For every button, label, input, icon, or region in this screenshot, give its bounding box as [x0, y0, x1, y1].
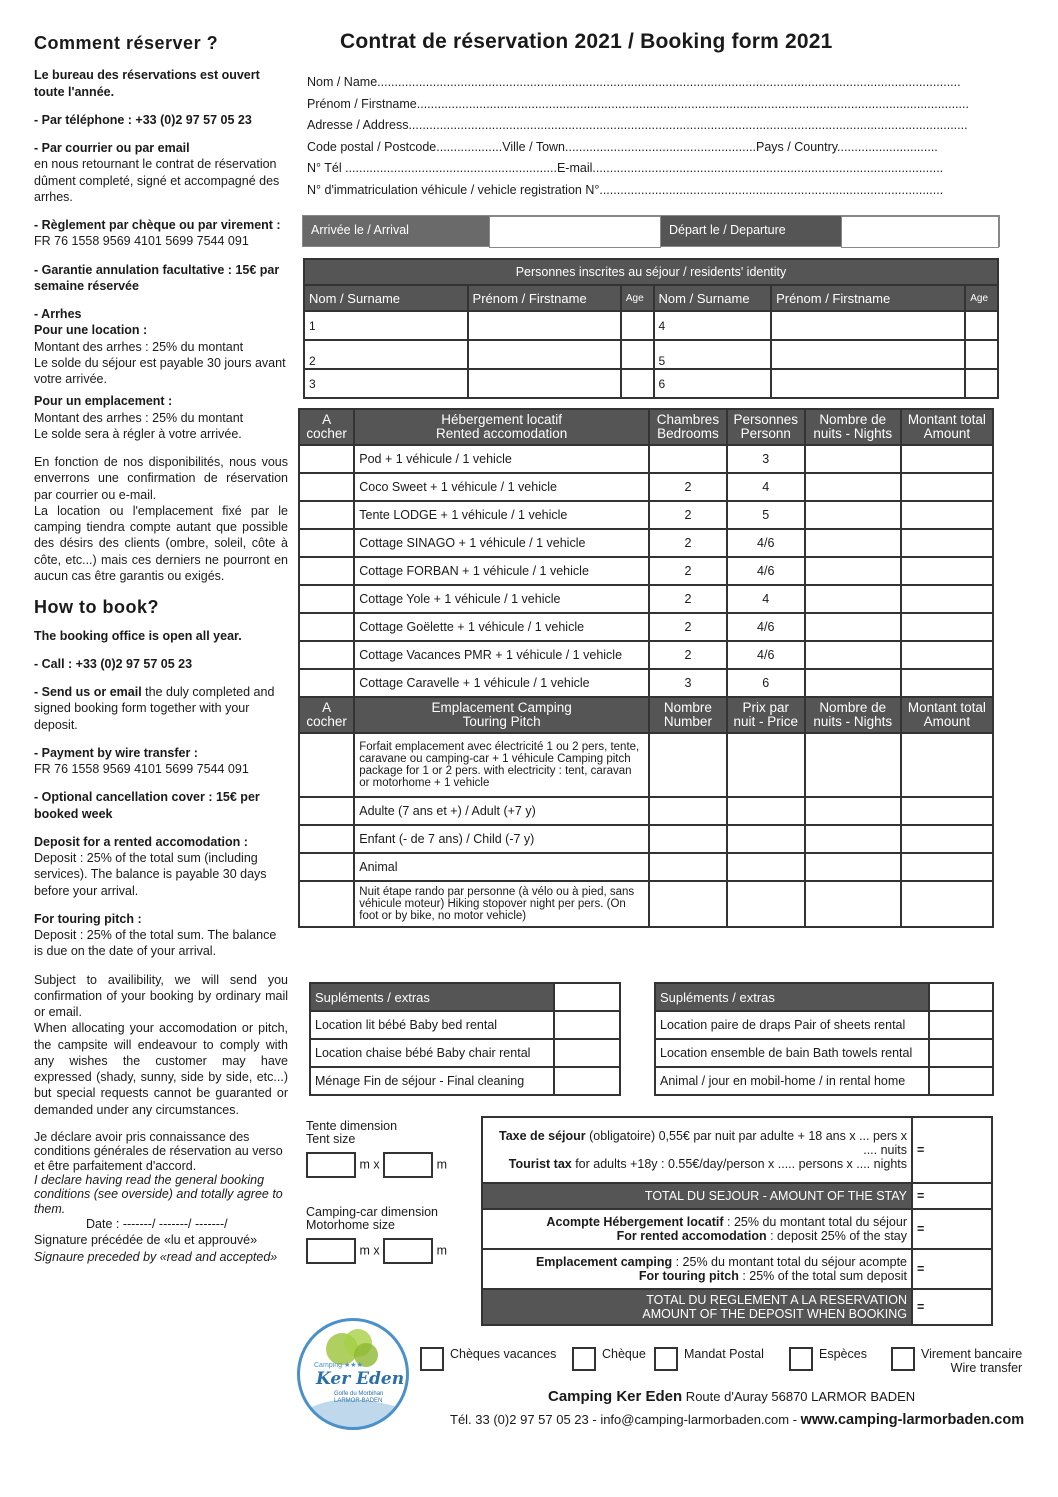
resident-num[interactable]: 5 — [654, 340, 772, 369]
number-cell[interactable] — [649, 825, 727, 853]
col-age-right: Age — [965, 285, 998, 311]
check-cell[interactable] — [299, 853, 354, 881]
checkbox[interactable] — [654, 1347, 678, 1371]
accom-label: Tente LODGE + 1 véhicule / 1 vehicle — [354, 501, 649, 529]
payment-label-en: Wire transfer — [950, 1361, 1023, 1375]
tax-en-bold: Tourist tax — [508, 1157, 572, 1171]
fr-cancel: - Garantie annulation facultative : 15€ par semaine réservée — [34, 262, 280, 293]
nights-cell[interactable] — [805, 613, 901, 641]
amount-cell[interactable] — [901, 585, 993, 613]
accom-label: Cottage Caravelle + 1 véhicule / 1 vehicle — [354, 669, 649, 697]
extra-qty[interactable] — [554, 1067, 620, 1095]
checkbox[interactable] — [572, 1347, 596, 1371]
fr-arrhes: - Arrhes — [34, 307, 82, 322]
acompte-en: : deposit 25% of the stay — [766, 1229, 907, 1243]
table-row — [299, 641, 993, 669]
identity-fields — [307, 72, 997, 201]
extra-label: Location chaise bébé Baby chair rental — [310, 1039, 554, 1067]
en-subject: Subject to availibility, we will send you confirmation of your booking by ordinary mail or email. — [34, 972, 288, 1020]
tax-en: for adults +18y : 0.55€/day/person x ..... persons x .... nights — [571, 1157, 907, 1171]
price-cell[interactable] — [727, 733, 805, 797]
check-cell[interactable] — [299, 825, 354, 853]
check-cell[interactable] — [299, 641, 354, 669]
payment-mandat-postal[interactable] — [654, 1347, 764, 1371]
pitch-label: Enfant (- de 7 ans) / Child (-7 y) — [354, 825, 649, 853]
pitch-label: Animal — [354, 853, 649, 881]
footer-address — [548, 1388, 915, 1405]
accom-label: Cottage SINAGO + 1 véhicule / 1 vehicle — [354, 529, 649, 557]
phone-email-field[interactable]: N° Tél .............................................................E-mail..................................................................................................... — [307, 161, 944, 175]
table-row — [299, 529, 993, 557]
bedrooms-cell: 2 — [649, 585, 727, 613]
postcode-town-country-field[interactable]: Code postal / Postcode...................Ville / Town.......................................................Pays / Country............................. — [307, 139, 938, 154]
logo-name: Ker Eden — [316, 1369, 405, 1389]
bedrooms-cell: 2 — [649, 473, 727, 501]
name-field[interactable]: Nom / Name........................................................................................................................................................................ — [307, 75, 961, 89]
signature-fr: Signature précédée de «lu et approuvé» — [34, 1233, 258, 1248]
nights-cell[interactable] — [805, 473, 901, 501]
total-stay-value[interactable]: = — [912, 1183, 992, 1209]
signature-en: Signaure preceded by «read and accepted» — [34, 1249, 278, 1264]
nights-cell[interactable] — [805, 669, 901, 697]
pitch-check-header: A cocher — [299, 697, 354, 733]
amount-cell[interactable] — [901, 881, 993, 927]
extras-left-table — [309, 982, 621, 1096]
footer-name: Camping Ker Eden — [548, 1388, 683, 1405]
extras-check[interactable] — [554, 983, 620, 1011]
number-cell[interactable] — [649, 881, 727, 927]
motorhome-label: Camping-car dimension — [306, 1205, 439, 1219]
nights-cell[interactable] — [805, 825, 901, 853]
total-stay-label: TOTAL DU SEJOUR - AMOUNT OF THE STAY — [482, 1183, 912, 1209]
tax-fr: (obligatoire) 0,55€ par nuit par adulte + 18 ans x ... pers x .... nuits — [585, 1129, 907, 1157]
table-row — [299, 445, 993, 473]
extra-qty[interactable] — [554, 1011, 620, 1039]
persons-cell: 5 — [727, 501, 805, 529]
pitch-fr: : 25% du montant total du séjour acompte — [672, 1255, 907, 1269]
arrival-input[interactable] — [489, 216, 661, 248]
price-cell[interactable] — [727, 881, 805, 927]
check-cell[interactable] — [299, 445, 354, 473]
fr-wishes: La location ou l'emplacement fixé par le camping tiendra compte autant que possible des désirs des clients (ombre, soleil, côte à côte, etc...) mais ces derniers ne pourront en aucun cas être garantis ou exigés. — [34, 503, 288, 583]
pitch-title-fr: Emplacement Camping — [431, 700, 572, 715]
footer-contact — [450, 1412, 1024, 1428]
pitch-deposit-value[interactable]: = — [912, 1249, 992, 1289]
col-price: Prix par nuit - Price — [727, 697, 805, 733]
col-nights: Nombre de nuits - Nights — [805, 409, 901, 445]
nights-cell[interactable] — [805, 501, 901, 529]
footer-street: Route d'Auray 56870 LARMOR BADEN — [682, 1389, 916, 1404]
date-field[interactable]: Date : -------/ -------/ -------/ — [86, 1217, 228, 1232]
check-header: A cocher — [299, 409, 354, 445]
col-persons: Personnes Personn — [727, 409, 805, 445]
resident-cell[interactable] — [965, 369, 998, 398]
amount-cell[interactable] — [901, 473, 993, 501]
totals-table — [481, 1116, 993, 1326]
accom-label: Pod + 1 véhicule / 1 vehicle — [354, 445, 649, 473]
checkbox[interactable] — [420, 1347, 444, 1371]
bedrooms-cell: 2 — [649, 613, 727, 641]
payment-cheque[interactable] — [572, 1347, 646, 1371]
fr-location-2: Le solde du séjour est payable 30 jours avant votre arrivée. — [34, 355, 286, 387]
col-bedrooms: Chambres Bedrooms — [649, 409, 727, 445]
tent-width-input[interactable] — [306, 1152, 356, 1178]
pitch-label: Forfait emplacement avec électricité 1 ou 2 pers, tente, caravane ou camping-car + 1 véhicule Camping pitch package for 1 or 2 pers. with electricity : tent, caravan or motorhome + 1 vehicle — [354, 733, 649, 797]
persons-cell: 6 — [727, 669, 805, 697]
pitch-deposit-label — [482, 1249, 912, 1289]
acompte-value[interactable]: = — [912, 1209, 992, 1249]
amount-cell[interactable] — [901, 733, 993, 797]
declare-fr: Je déclare avoir pris connaissance des conditions générales de réservation au verso et être parfaitement d'accord. — [34, 1129, 283, 1173]
en-iban: FR 76 1558 9569 4101 5699 7544 091 — [34, 762, 249, 777]
accom-label: Cottage Goëlette + 1 véhicule / 1 vehicle — [354, 613, 649, 641]
check-cell[interactable] — [299, 669, 354, 697]
total-deposit-value[interactable]: = — [912, 1289, 992, 1325]
en-heading: How to book? — [34, 597, 159, 618]
fr-payment-title: - Règlement par chèque ou par virement : — [34, 218, 281, 233]
check-cell[interactable] — [299, 529, 354, 557]
extras-check[interactable] — [929, 983, 993, 1011]
nights-cell[interactable] — [805, 797, 901, 825]
table-row — [482, 1209, 992, 1249]
price-cell[interactable] — [727, 825, 805, 853]
col-firstname-right: Prénom / Firstname — [771, 285, 965, 311]
fr-mail-title: - Par courrier ou par email — [34, 141, 190, 156]
extras-left-header: Supléments / extras — [310, 983, 554, 1011]
en-call: - Call : +33 (0)2 97 57 05 23 — [34, 656, 193, 671]
number-cell[interactable] — [649, 797, 727, 825]
firstname-field[interactable]: Prénom / Firstname............................................................................................................................................................... — [307, 96, 969, 111]
logo-sub2: LARMOR-BADEN — [334, 1398, 383, 1404]
en-wire-title: - Payment by wire transfer : — [34, 745, 198, 760]
resident-cell[interactable] — [771, 311, 965, 340]
en-allocating: When allocating your accomodation or pitch, the campsite will endeavour to comply with any wishes the customer may have expressed (shady, sunny, side by side, etc...) but special requests cannot be guaranted or demanded under any circumstances. — [34, 1021, 288, 1117]
col-surname-right: Nom / Surname — [654, 285, 772, 311]
bedrooms-cell: 2 — [649, 501, 727, 529]
declare-en: I declare having read the general booking conditions (see overside) and totally agree to them. — [34, 1172, 283, 1216]
arrival-label: Arrivée le / Arrival — [303, 216, 489, 246]
vehicle-registration-field[interactable]: N° d'immatriculation véhicule / vehicle registration N°................................................................................................... — [307, 182, 944, 197]
check-cell[interactable] — [299, 733, 354, 797]
tax-fr-bold: Taxe de séjour — [499, 1129, 586, 1143]
number-cell[interactable] — [649, 733, 727, 797]
table-row — [482, 1289, 992, 1325]
table-row — [304, 369, 998, 398]
resident-cell[interactable] — [965, 311, 998, 340]
table-row — [299, 733, 993, 797]
fr-pitch-2: Le solde sera à régler à votre arrivée. — [34, 426, 242, 441]
unit-mx: m x — [359, 1243, 380, 1258]
table-row — [299, 501, 993, 529]
acompte-fr-bold: Acompte Hébergement locatif — [546, 1215, 724, 1229]
nights-cell[interactable] — [805, 529, 901, 557]
checkbox[interactable] — [789, 1347, 813, 1371]
number-cell[interactable] — [649, 853, 727, 881]
fr-mail-text: en nous retournant le contrat de réservation dûment completé, signé et accompagné des arrhes. — [34, 157, 280, 204]
extras-right-table — [654, 982, 994, 1096]
accom-label: Coco Sweet + 1 véhicule / 1 vehicle — [354, 473, 649, 501]
unit-m: m — [436, 1157, 448, 1172]
resident-cell[interactable] — [771, 340, 965, 369]
residents-table — [303, 258, 999, 399]
checkbox[interactable] — [891, 1347, 915, 1371]
table-row — [482, 1249, 992, 1289]
resident-num[interactable]: 3 — [304, 369, 468, 398]
accom-label: Cottage Vacances PMR + 1 véhicule / 1 vehicle — [354, 641, 649, 669]
nights-cell[interactable] — [805, 641, 901, 669]
resident-cell[interactable] — [621, 340, 654, 369]
fr-pitch-1: Montant des arrhes : 25% du montant — [34, 410, 244, 425]
extra-label: Location ensemble de bain Bath towels rental — [655, 1039, 929, 1067]
table-row — [655, 1039, 993, 1067]
en-open: The booking office is open all year. — [34, 628, 242, 643]
table-row — [310, 1039, 620, 1067]
resident-cell[interactable] — [621, 311, 654, 340]
extra-label: Location paire de draps Pair of sheets rental — [655, 1011, 929, 1039]
amount-cell[interactable] — [901, 853, 993, 881]
pitch-label: Nuit étape rando par personne (à vélo ou à pied, sans véhicule moteur) Hiking stopover night per pers. (On foot or by bike, no motor vehicle) — [354, 881, 649, 927]
check-cell[interactable] — [299, 557, 354, 585]
bedrooms-cell: 2 — [649, 557, 727, 585]
residents-header: Personnes inscrites au séjour / residents' identity — [304, 259, 998, 285]
table-row — [310, 1011, 620, 1039]
amount-cell[interactable] — [901, 557, 993, 585]
col-age-left: Age — [621, 285, 654, 311]
table-row — [482, 1117, 992, 1183]
total-deposit-label — [482, 1289, 912, 1325]
nights-cell[interactable] — [805, 585, 901, 613]
persons-cell: 4 — [727, 473, 805, 501]
table-row — [299, 825, 993, 853]
table-row — [482, 1183, 992, 1209]
payment-cheques-vacances[interactable] — [420, 1347, 556, 1371]
payment-virement[interactable] — [891, 1347, 1022, 1375]
nights-cell[interactable] — [805, 733, 901, 797]
fr-dispo: En fonction de nos disponibilités, nous vous enverrons une confirmation de réservation par courrier ou e-mail. — [34, 455, 288, 502]
address-field[interactable]: Adresse / Address................................................................................................................................................................. — [307, 118, 968, 132]
motorhome-width-input[interactable] — [306, 1238, 356, 1264]
en-deposit-title: Deposit for a rented accomodation : — [34, 834, 248, 849]
table-row — [655, 1011, 993, 1039]
persons-cell: 4/6 — [727, 529, 805, 557]
acompte-fr: : 25% du montant total du séjour — [723, 1215, 907, 1229]
acompte-en-bold: For rented accomodation — [616, 1229, 767, 1243]
table-row — [304, 311, 998, 340]
extra-label: Location lit bébé Baby bed rental — [310, 1011, 554, 1039]
footer-website[interactable]: www.camping-larmorbaden.com — [800, 1412, 1025, 1428]
check-cell[interactable] — [299, 881, 354, 927]
tent-label-en: Tent size — [306, 1132, 356, 1146]
motorhome-dimension — [306, 1206, 447, 1264]
unit-m: m — [436, 1243, 448, 1258]
en-pitch-title: For touring pitch : — [34, 911, 142, 926]
accom-title-en: Rented accomodation — [435, 426, 568, 441]
total-deposit-2: AMOUNT OF THE DEPOSIT WHEN BOOKING — [642, 1307, 907, 1321]
check-cell[interactable] — [299, 473, 354, 501]
resident-cell[interactable] — [965, 340, 998, 369]
check-cell[interactable] — [299, 797, 354, 825]
bedrooms-cell: 2 — [649, 529, 727, 557]
amount-cell[interactable] — [901, 669, 993, 697]
payment-label: Chèque — [602, 1347, 646, 1361]
fr-pitch-title: Pour un emplacement : — [34, 394, 173, 409]
table-row — [299, 881, 993, 927]
fr-iban: FR 76 1558 9569 4101 5699 7544 091 — [34, 234, 249, 249]
fr-location-1: Montant des arrhes : 25% du montant — [34, 339, 244, 354]
accom-title-fr: Hébergement locatif — [441, 412, 563, 427]
payment-label: Chèques vacances — [450, 1347, 557, 1361]
extra-qty[interactable] — [554, 1039, 620, 1067]
pitch-title-en: Touring Pitch — [462, 714, 541, 729]
payment-especes[interactable] — [789, 1347, 867, 1371]
dates-bar — [302, 215, 1000, 247]
bedrooms-cell: 3 — [649, 669, 727, 697]
payment-label: Espèces — [819, 1347, 867, 1361]
table-row — [304, 340, 998, 369]
en-pitch-text: Deposit : 25% of the total sum. The balance is due on the date of your arrival. — [34, 928, 277, 959]
check-cell[interactable] — [299, 613, 354, 641]
logo-sub: Golfe du Morbihan — [334, 1391, 384, 1397]
pitch-en-bold: For touring pitch — [638, 1269, 739, 1283]
departure-label: Départ le / Departure — [661, 216, 841, 246]
page-title: Contrat de réservation 2021 / Booking form 2021 — [340, 30, 833, 53]
extra-label: Animal / jour en mobil-home / in rental home — [655, 1067, 929, 1095]
motorhome-length-input[interactable] — [383, 1238, 433, 1264]
price-cell[interactable] — [727, 853, 805, 881]
instructions-column — [34, 32, 288, 1265]
logo-small: Camping ★★★ — [314, 1362, 363, 1369]
check-cell[interactable] — [299, 585, 354, 613]
bedrooms-cell: 2 — [649, 641, 727, 669]
resident-num[interactable]: 6 — [654, 369, 772, 398]
departure-input[interactable] — [841, 216, 999, 248]
en-send-text: the duly completed and signed booking form together with your deposit. — [34, 685, 275, 732]
nights-cell[interactable] — [805, 881, 901, 927]
accommodation-table — [298, 408, 994, 928]
en-send-title: - Send us or email — [34, 685, 142, 700]
accom-label: Cottage FORBAN + 1 véhicule / 1 vehicle — [354, 557, 649, 585]
resident-cell[interactable] — [771, 369, 965, 398]
extra-qty[interactable] — [929, 1067, 993, 1095]
resident-cell[interactable] — [468, 340, 621, 369]
tent-label: Tente dimension — [306, 1119, 398, 1133]
col-firstname-left: Prénom / Firstname — [468, 285, 621, 311]
resident-cell[interactable] — [468, 369, 621, 398]
footer-phone-email: Tél. 33 (0)2 97 57 05 23 - info@camping-larmorbaden.com - — [450, 1412, 801, 1427]
table-row — [655, 1067, 993, 1095]
resident-num[interactable]: 2 — [304, 340, 468, 369]
fr-heading: Comment réserver ? — [34, 33, 219, 53]
resident-cell[interactable] — [468, 311, 621, 340]
amount-cell[interactable] — [901, 501, 993, 529]
col-pitch-nights: Nombre de nuits - Nights — [805, 697, 901, 733]
camping-logo — [297, 1318, 409, 1430]
amount-cell[interactable] — [901, 641, 993, 669]
table-row — [299, 853, 993, 881]
tax-label — [482, 1117, 912, 1183]
payment-label: Virement bancaire — [921, 1347, 1023, 1361]
tent-dimension — [306, 1120, 447, 1178]
col-number: Nombre Number — [649, 697, 727, 733]
extra-qty[interactable] — [929, 1011, 993, 1039]
amount-cell[interactable] — [901, 613, 993, 641]
pitch-en: : 25% of the total sum deposit — [738, 1269, 907, 1283]
tax-value[interactable]: = — [912, 1117, 992, 1183]
persons-cell: 4/6 — [727, 641, 805, 669]
persons-cell: 4/6 — [727, 613, 805, 641]
nights-cell[interactable] — [805, 853, 901, 881]
resident-num[interactable]: 4 — [654, 311, 772, 340]
nights-cell[interactable] — [805, 557, 901, 585]
persons-cell: 4 — [727, 585, 805, 613]
table-row — [299, 585, 993, 613]
col-amount: Montant total Amount — [901, 409, 993, 445]
table-row — [299, 613, 993, 641]
extra-label: Ménage Fin de séjour - Final cleaning — [310, 1067, 554, 1095]
amount-cell[interactable] — [901, 529, 993, 557]
payment-label: Mandat Postal — [684, 1347, 764, 1361]
en-cancel: - Optional cancellation cover : 15€ per booked week — [34, 790, 260, 821]
table-row — [299, 669, 993, 697]
motorhome-label-en: Motorhome size — [306, 1218, 395, 1232]
pitch-fr-bold: Emplacement camping — [535, 1255, 673, 1269]
accom-label: Cottage Yole + 1 véhicule / 1 vehicle — [354, 585, 649, 613]
table-row — [299, 797, 993, 825]
bedrooms-cell — [649, 445, 727, 473]
total-deposit-1: TOTAL DU REGLEMENT A LA RESERVATION — [646, 1293, 907, 1307]
fr-open: Le bureau des réservations est ouvert toute l'année. — [34, 68, 260, 99]
persons-cell: 4/6 — [727, 557, 805, 585]
amount-cell[interactable] — [901, 825, 993, 853]
extras-right-header: Supléments / extras — [655, 983, 929, 1011]
nights-cell[interactable] — [805, 445, 901, 473]
acompte-label — [482, 1209, 912, 1249]
table-row — [299, 557, 993, 585]
table-row — [299, 473, 993, 501]
table-row — [310, 1067, 620, 1095]
tent-length-input[interactable] — [383, 1152, 433, 1178]
col-pitch-amount: Montant total Amount — [901, 697, 993, 733]
resident-num[interactable]: 1 — [304, 311, 468, 340]
unit-mx: m x — [359, 1157, 380, 1172]
fr-location-title: Pour une location : — [34, 323, 148, 338]
extra-qty[interactable] — [929, 1039, 993, 1067]
price-cell[interactable] — [727, 797, 805, 825]
col-surname-left: Nom / Surname — [304, 285, 468, 311]
en-deposit-text: Deposit : 25% of the total sum (including services). The balance is payable 30 days before your arrival. — [34, 851, 267, 898]
pitch-label: Adulte (7 ans et +) / Adult (+7 y) — [354, 797, 649, 825]
check-cell[interactable] — [299, 501, 354, 529]
persons-cell: 3 — [727, 445, 805, 473]
amount-cell[interactable] — [901, 445, 993, 473]
amount-cell[interactable] — [901, 797, 993, 825]
fr-phone: - Par téléphone : +33 (0)2 97 57 05 23 — [34, 112, 252, 127]
resident-cell[interactable] — [621, 369, 654, 398]
